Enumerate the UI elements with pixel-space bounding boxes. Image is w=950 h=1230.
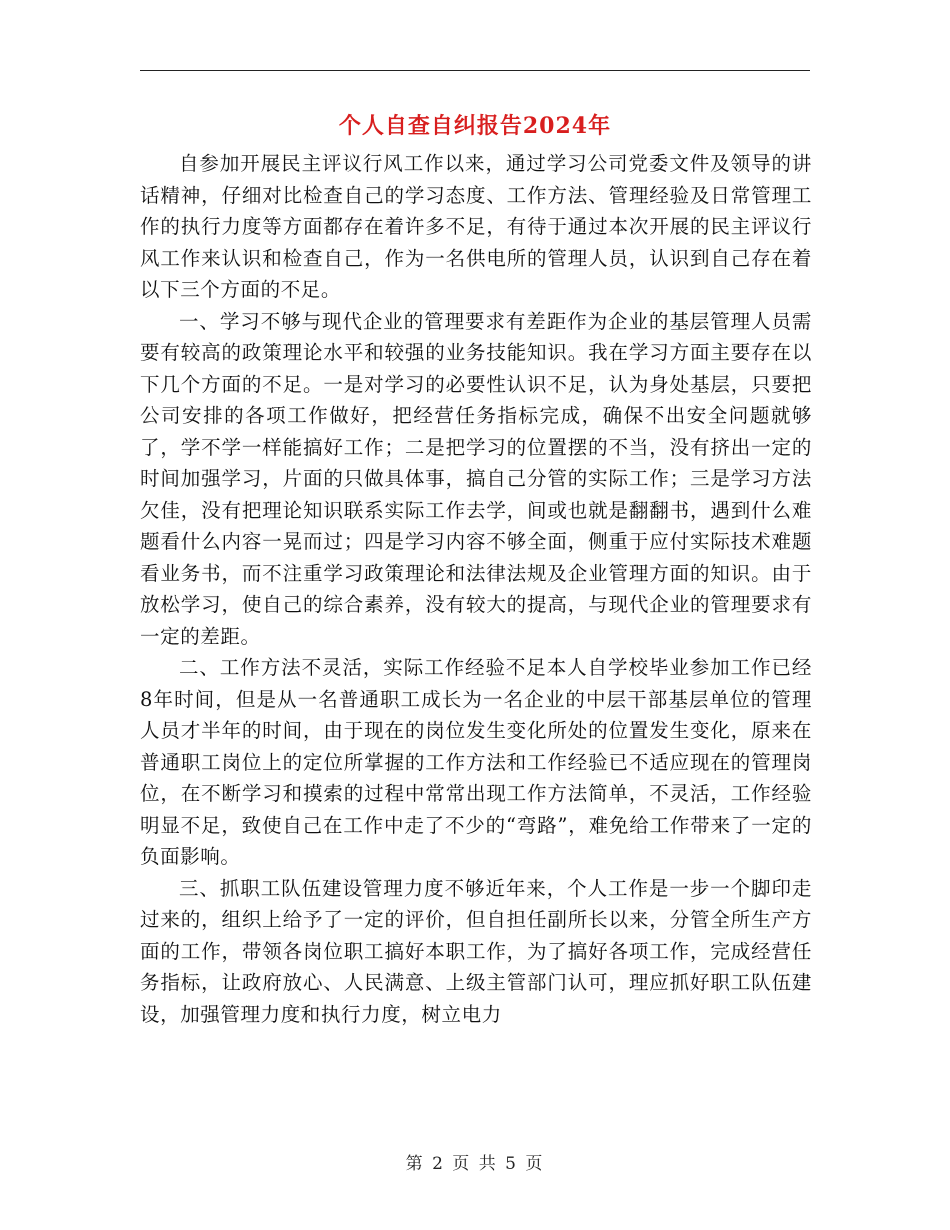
header-rule <box>140 70 810 71</box>
page-footer: 第 2 页 共 5 页 <box>405 1154 545 1174</box>
document-title: 个人自查自纠报告2024年 <box>338 113 612 139</box>
paragraph-section-1: 一、学习不够与现代企业的管理要求有差距作为企业的基层管理人员需要有较高的政策理论水平和较强的业务技能知识。我在学习方面主要存在以下几个方面的不足。一是对学习的必要性认识不足，认为身处基层，只要把公司安排的各项工作做好，把经营任务指标完成，确保不出安全问题就够了，学不学一样能搞好工作；二是把学习的位置摆的不当，没有挤出一定的时间加强学习，片面的只做具体事，搞自己分管的实际工作；三是学习方法欠佳，没有把理论知识联系实际工作去学，间或也就是翻翻书，遇到什么难题看什么内容一晃而过；四是学习内容不够全面，侧重于应付实际技术难题看业务书，而不注重学习政策理论和法律法规及企业管理方面的知识。由于放松学习，使自己的综合素养，没有较大的提高，与现代企业的管理要求有一定的差距。 <box>140 309 812 648</box>
paragraph-intro: 自参加开展民主评议行风工作以来，通过学习公司党委文件及领导的讲话精神，仔细对比检查自己的学习态度、工作方法、管理经验及日常管理工作的执行力度等方面都存在着许多不足，有待于通过本次开展的民主评议行风工作来认识和检查自己，作为一名供电所的管理人员，认识到自己存在着以下三个方面的不足。 <box>140 152 812 301</box>
document-body <box>140 148 812 1030</box>
paragraph-section-2: 二、工作方法不灵活，实际工作经验不足本人自学校毕业参加工作已经8年时间，但是从一名普通职工成长为一名企业的中层干部基层单位的管理人员才半年的时间，由于现在的岗位发生变化所处的位置发生变化，原来在普通职工岗位上的定位所掌握的工作方法和工作经验已不适应现在的管理岗位，在不断学习和摸索的过程中常常出现工作方法简单，不灵活，工作经验明显不足，致使自己在工作中走了不少的“弯路”，难免给工作带来了一定的负面影响。 <box>140 656 812 868</box>
paragraph-section-3: 三、抓职工队伍建设管理力度不够近年来，个人工作是一步一个脚印走过来的，组织上给予了一定的评价，但自担任副所长以来，分管全所生产方面的工作，带领各岗位职工搞好本职工作，为了搞好各项工作，完成经营任务指标，让政府放心、人民满意、上级主管部门认可，理应抓好职工队伍建设，加强管理力度和执行力度，树立电力 <box>140 876 812 1026</box>
